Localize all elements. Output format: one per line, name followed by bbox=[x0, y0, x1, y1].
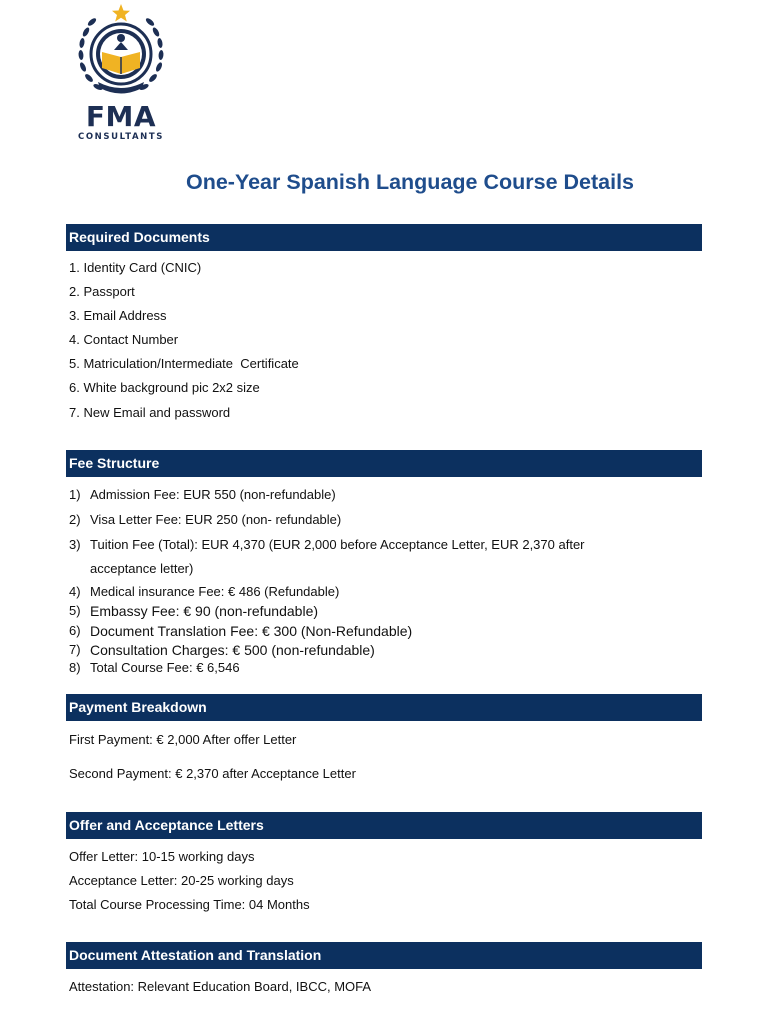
required-document-item: 7. New Email and password bbox=[69, 405, 231, 420]
fee-item: Total Course Fee: € 6,546 bbox=[90, 660, 240, 675]
offer-acceptance-item: Total Course Processing Time: 04 Months bbox=[69, 897, 310, 912]
fee-item: Embassy Fee: € 90 (non-refundable) bbox=[90, 603, 319, 619]
required-document-item: 2. Passport bbox=[69, 284, 135, 299]
required-document-item: 4. Contact Number bbox=[69, 332, 179, 347]
brand-tagline: CONSULTANTS bbox=[78, 132, 164, 142]
required-document-item: 6. White background pic 2x2 size bbox=[69, 380, 260, 395]
fee-item-continuation: acceptance letter) bbox=[90, 561, 194, 576]
brand-wordmark bbox=[68, 102, 174, 142]
section-heading-required-documents: Required Documents bbox=[66, 224, 702, 251]
fee-item-number: 6) bbox=[69, 623, 81, 638]
fee-item: Admission Fee: EUR 550 (non-refundable) bbox=[90, 487, 336, 502]
required-document-item: 5. Matriculation/Intermediate Certificate bbox=[69, 356, 299, 371]
offer-acceptance-item: Offer Letter: 10-15 working days bbox=[69, 849, 255, 864]
fee-item-number: 2) bbox=[69, 512, 81, 527]
fee-item-number: 4) bbox=[69, 584, 81, 599]
required-document-item: 3. Email Address bbox=[69, 308, 167, 323]
required-document-item: 1. Identity Card (CNIC) bbox=[69, 260, 202, 275]
offer-acceptance-item: Acceptance Letter: 20-25 working days bbox=[69, 873, 294, 888]
payment-item: First Payment: € 2,000 After offer Letter bbox=[69, 732, 297, 747]
payment-item: Second Payment: € 2,370 after Acceptance Letter bbox=[69, 766, 356, 781]
fee-item-number: 7) bbox=[69, 642, 81, 657]
fee-item-number: 5) bbox=[69, 603, 81, 618]
fee-item: Medical insurance Fee: € 486 (Refundable) bbox=[90, 584, 340, 599]
fee-item: Consultation Charges: € 500 (non-refundable) bbox=[90, 642, 375, 658]
attestation-item: Attestation: Relevant Education Board, IBCC, MOFA bbox=[69, 979, 372, 994]
fee-item: Visa Letter Fee: EUR 250 (non- refundable) bbox=[90, 512, 342, 527]
section-heading-offer-acceptance: Offer and Acceptance Letters bbox=[66, 812, 702, 839]
section-heading-attestation: Document Attestation and Translation bbox=[66, 942, 702, 969]
brand-name: FMA bbox=[85, 100, 157, 133]
page-title: One-Year Spanish Language Course Details bbox=[185, 170, 635, 194]
fee-item-number: 3) bbox=[69, 537, 81, 552]
fee-item-number: 1) bbox=[69, 487, 81, 502]
fee-item: Tuition Fee (Total): EUR 4,370 (EUR 2,000 before Acceptance Letter, EUR 2,370 after bbox=[90, 537, 585, 552]
section-heading-payment-breakdown: Payment Breakdown bbox=[66, 694, 702, 721]
fee-item: Document Translation Fee: € 300 (Non-Refundable) bbox=[90, 623, 413, 639]
fee-item-number: 8) bbox=[69, 660, 81, 675]
section-heading-fee-structure: Fee Structure bbox=[66, 450, 702, 477]
